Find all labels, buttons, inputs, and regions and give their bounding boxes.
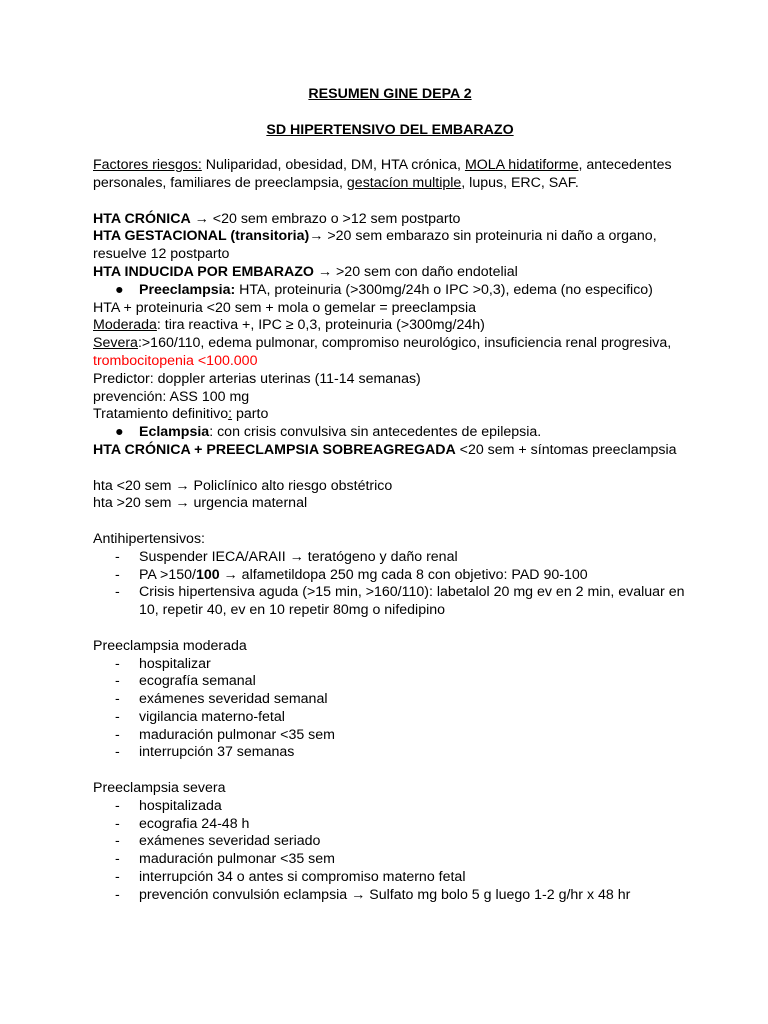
list-item: - exámenes severidad semanal (115, 691, 328, 708)
mola-line: HTA + proteinuria <20 sem + mola o gemelar = preeclampsia (93, 299, 476, 316)
trombocitopenia-text: trombocitopenia <100.000 (93, 352, 258, 369)
hta-lt20-line: hta <20 sem → Policlínico alto riesgo obstétrico (93, 477, 393, 494)
risk-factors-label: Factores riesgos: (93, 157, 202, 174)
list-item: - hospitalizada (115, 797, 222, 814)
tratamiento-line: Tratamiento definitivo: parto (93, 406, 269, 423)
antihipertensivos-heading: Antihipertensivos: (93, 530, 205, 547)
preeclampsia-bullet: ● Preeclampsia: HTA, proteinuria (>300mg/24h o IPC >0,3), edema (no especifico) (115, 281, 653, 298)
bullet-icon: ● (115, 424, 124, 441)
document-page (93, 86, 693, 905)
document-title: RESUMEN GINE DEPA 2 (308, 86, 472, 102)
list-item: - Suspender IECA/ARAII → teratógeno y daño renal (115, 548, 458, 565)
list-item: - Crisis hipertensiva aguda (>15 min, >160/110): labetalol 20 mg ev en 2 min, evaluar en 10, repetir 40, ev en 10 repetir 80mg o nifedipino (115, 584, 685, 619)
prevencion-line: prevención: ASS 100 mg (93, 388, 250, 405)
risk-factors-paragraph: Factores riesgos: Nuliparidad, obesidad, DM, HTA crónica, MOLA hidatiforme, antecedentes personales, familiares de preeclampsia, gestacíon multiple, lupus, ERC, SAF. (93, 157, 672, 191)
eclampsia-bullet: ● Eclampsia: con crisis convulsiva sin antecedentes de epilepsia. (115, 424, 542, 441)
list-item: - ecografia 24-48 h (115, 815, 250, 832)
hta-gt20-line: hta >20 sem → urgencia maternal (93, 495, 308, 512)
list-item: - vigilancia materno-fetal (115, 708, 285, 725)
moderada-heading: Preeclampsia moderada (93, 637, 247, 654)
list-item: - maduración pulmonar <35 sem (115, 851, 335, 868)
hta-gestacional-line: HTA GESTACIONAL (transitoria)→ >20 sem embarazo sin proteinuria ni daño a organo, resuelve 12 postparto (93, 228, 657, 263)
list-item: - prevención convulsión eclampsia → Sulfato mg bolo 5 g luego 1-2 g/hr x 48 hr (115, 886, 631, 903)
hta-inducida-line: HTA INDUCIDA POR EMBARAZO → >20 sem con daño endotelial (93, 263, 518, 280)
predictor-line: Predictor: doppler arterias uterinas (11-14 semanas) (93, 370, 421, 387)
hta-cronica-line: HTA CRÓNICA → <20 sem embrazo o >12 sem postparto (93, 210, 461, 227)
list-item: - maduración pulmonar <35 sem (115, 726, 335, 743)
severa-heading: Preeclampsia severa (93, 780, 226, 797)
severa-line: Severa:>160/110, edema pulmonar, compromiso neurológico, insuficiencia renal progresiva, trombocitopenia <100.000 (93, 335, 672, 369)
list-item: - interrupción 34 o antes si compromiso materno fetal (115, 869, 466, 886)
bullet-icon: ● (115, 281, 124, 298)
sobreagregada-line: HTA CRÓNICA + PREECLAMPSIA SOBREAGREGADA <20 sem + síntomas preeclampsia (93, 441, 677, 458)
list-item: - PA >150/100 → alfametildopa 250 mg cada 8 con objetivo: PAD 90-100 (115, 566, 588, 583)
list-item: - interrupción 37 semanas (115, 744, 295, 761)
list-item: - ecografía semanal (115, 673, 256, 690)
list-item: - hospitalizar (115, 655, 211, 672)
list-item: - exámenes severidad seriado (115, 833, 321, 850)
moderada-line: Moderada: tira reactiva +, IPC ≥ 0,3, proteinuria (>300mg/24h) (93, 317, 485, 334)
section-title: SD HIPERTENSIVO DEL EMBARAZO (266, 121, 514, 138)
